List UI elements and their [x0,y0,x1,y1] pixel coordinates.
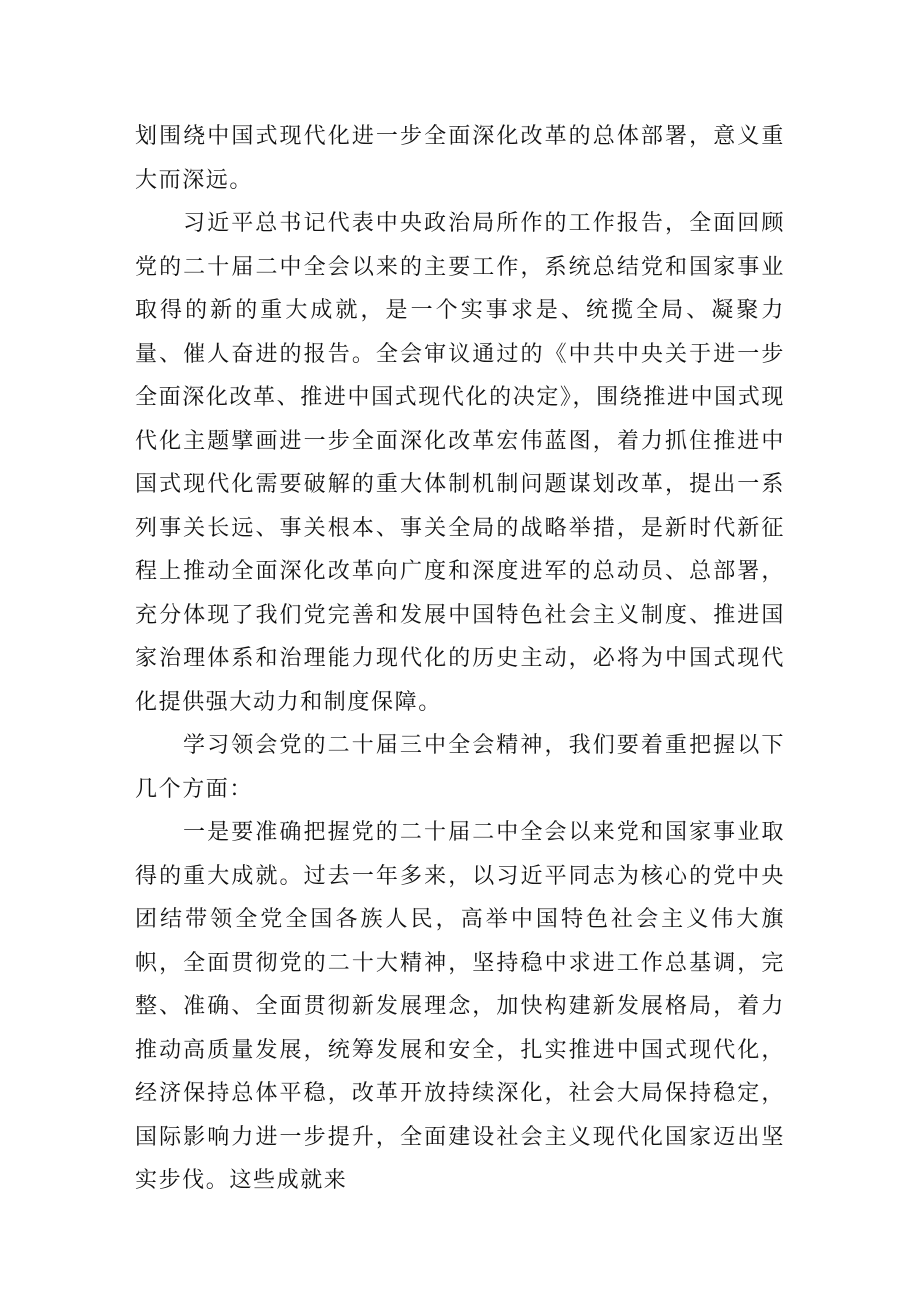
paragraph-continuation: 划围绕中国式现代化进一步全面深化改革的总体部署，意义重大而深远。 [135,124,785,193]
document-body [135,115,785,1203]
paragraph-study-aspects: 学习领会党的二十届三中全会精神，我们要着重把握以下几个方面： [135,733,785,802]
paragraph-point-one: 一是要准确把握党的二十届二中全会以来党和国家事业取得的重大成就。过去一年多来，以习近平同志为核心的党中央团结带领全党全国各族人民，高举中国特色社会主义伟大旗帜，全面贯彻党的二十大精神，坚持稳中求进工作总基调，完整、准确、全面贯彻新发展理念，加快构建新发展格局，着力推动高质量发展，统筹发展和安全，扎实推进中国式现代化，经济保持总体平稳，改革开放持续深化，社会大局保持稳定，国际影响力进一步提升，全面建设社会主义现代化国家迈出坚实步伐。这些成就来 [135,820,785,1193]
paragraph-work-report: 习近平总书记代表中央政治局所作的工作报告，全面回顾党的二十届二中全会以来的主要工作，系统总结党和国家事业取得的新的重大成就，是一个实事求是、统揽全局、凝聚力量、催人奋进的报告。全会审议通过的《中共中央关于进一步全面深化改革、推进中国式现代化的决定》，围绕推进中国式现代化主题擘画进一步全面深化改革宏伟蓝图，着力抓住推进中国式现代化需要破解的重大体制机制问题谋划改革，提出一系列事关长远、事关根本、事关全局的战略举措，是新时代新征程上推动全面深化改革向广度和深度进军的总动员、总部署，充分体现了我们党完善和发展中国特色社会主义制度、推进国家治理体系和治理能力现代化的历史主动，必将为中国式现代化提供强大动力和制度保障。 [135,211,785,715]
